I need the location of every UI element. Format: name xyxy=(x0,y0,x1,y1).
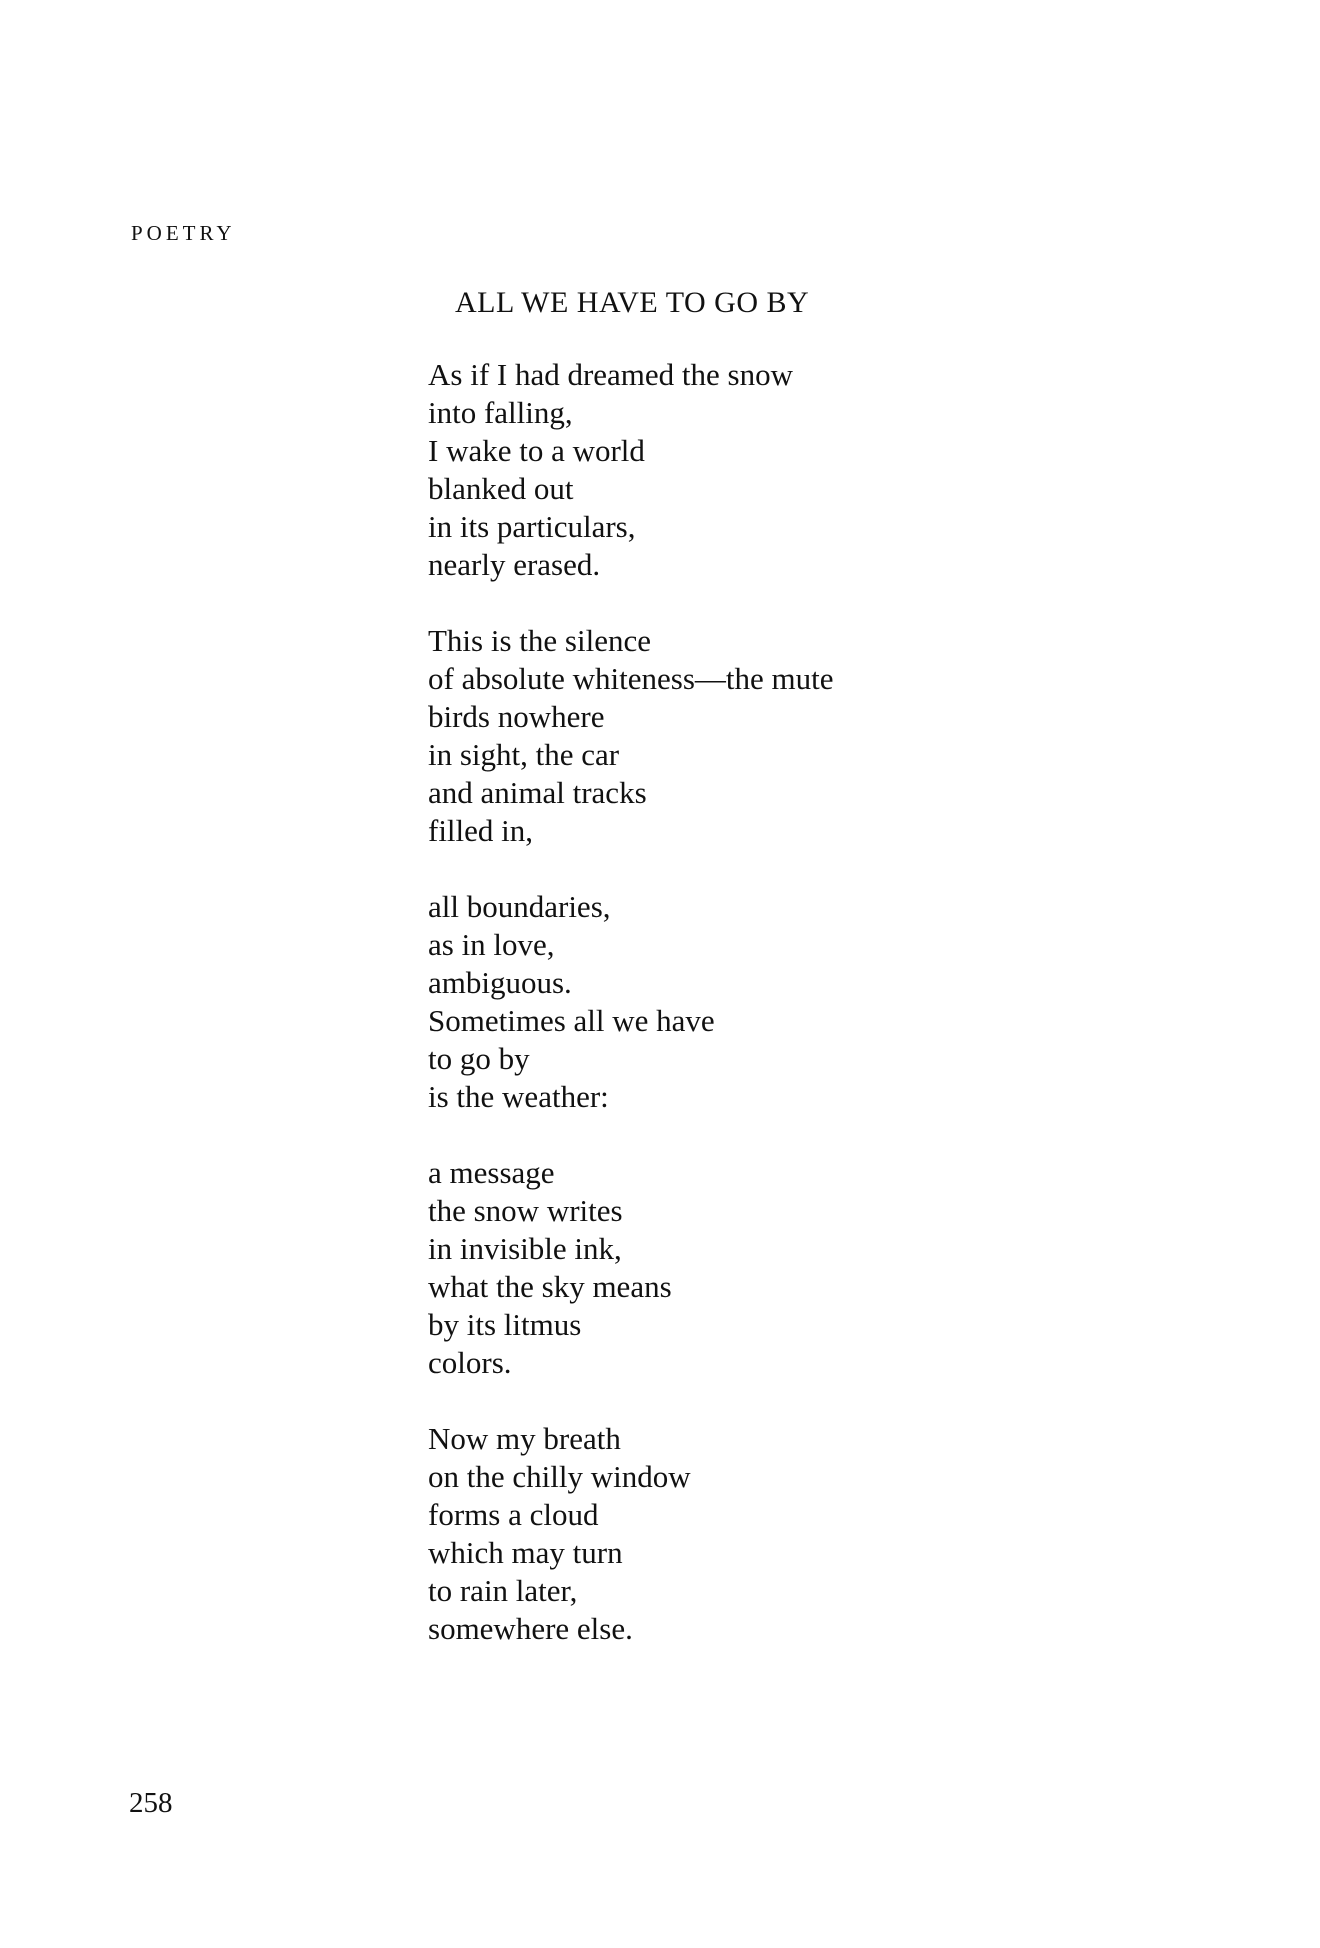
poem-title: ALL WE HAVE TO GO BY xyxy=(455,286,810,319)
poem-line: what the sky means xyxy=(428,1269,672,1304)
poem-line: on the chilly window xyxy=(428,1459,691,1494)
stanza-2 xyxy=(428,622,834,850)
poem-line: which may turn xyxy=(428,1535,623,1570)
poem-line: Now my breath xyxy=(428,1421,621,1456)
poem-line: in invisible ink, xyxy=(428,1231,622,1266)
stanza-5 xyxy=(428,1420,834,1648)
poem-body xyxy=(428,356,834,1648)
page-number: 258 xyxy=(129,1787,173,1819)
poem-line: as in love, xyxy=(428,927,555,962)
poem-line: in sight, the car xyxy=(428,737,620,772)
stanza-3 xyxy=(428,888,834,1116)
poem-line: by its litmus xyxy=(428,1307,582,1342)
poem-line: Sometimes all we have xyxy=(428,1003,715,1038)
poem-line: to rain later, xyxy=(428,1573,578,1608)
poem-line: all boundaries, xyxy=(428,889,611,924)
poem-line: ambiguous. xyxy=(428,965,572,1000)
poem-line: in its particulars, xyxy=(428,509,636,544)
poem-line: I wake to a world xyxy=(428,433,645,468)
poem-line: to go by xyxy=(428,1041,530,1076)
poem-line: colors. xyxy=(428,1345,512,1380)
running-head: POETRY xyxy=(131,221,236,245)
poem-line: is the weather: xyxy=(428,1079,609,1114)
poem-line: This is the silence xyxy=(428,623,651,658)
poem-line: filled in, xyxy=(428,813,534,848)
poem-line: somewhere else. xyxy=(428,1611,633,1646)
poem-line: the snow writes xyxy=(428,1193,623,1228)
poem-line: and animal tracks xyxy=(428,775,647,810)
stanza-1 xyxy=(428,356,834,584)
poem-line: forms a cloud xyxy=(428,1497,599,1532)
poem-line: nearly erased. xyxy=(428,547,601,582)
poem-line: a message xyxy=(428,1155,555,1190)
poem-line: birds nowhere xyxy=(428,699,605,734)
poem-line: of absolute whiteness—the mute xyxy=(428,661,834,696)
poem-line: into falling, xyxy=(428,395,573,430)
stanza-4 xyxy=(428,1154,834,1382)
poem-line: blanked out xyxy=(428,471,574,506)
poem-line: As if I had dreamed the snow xyxy=(428,357,794,392)
